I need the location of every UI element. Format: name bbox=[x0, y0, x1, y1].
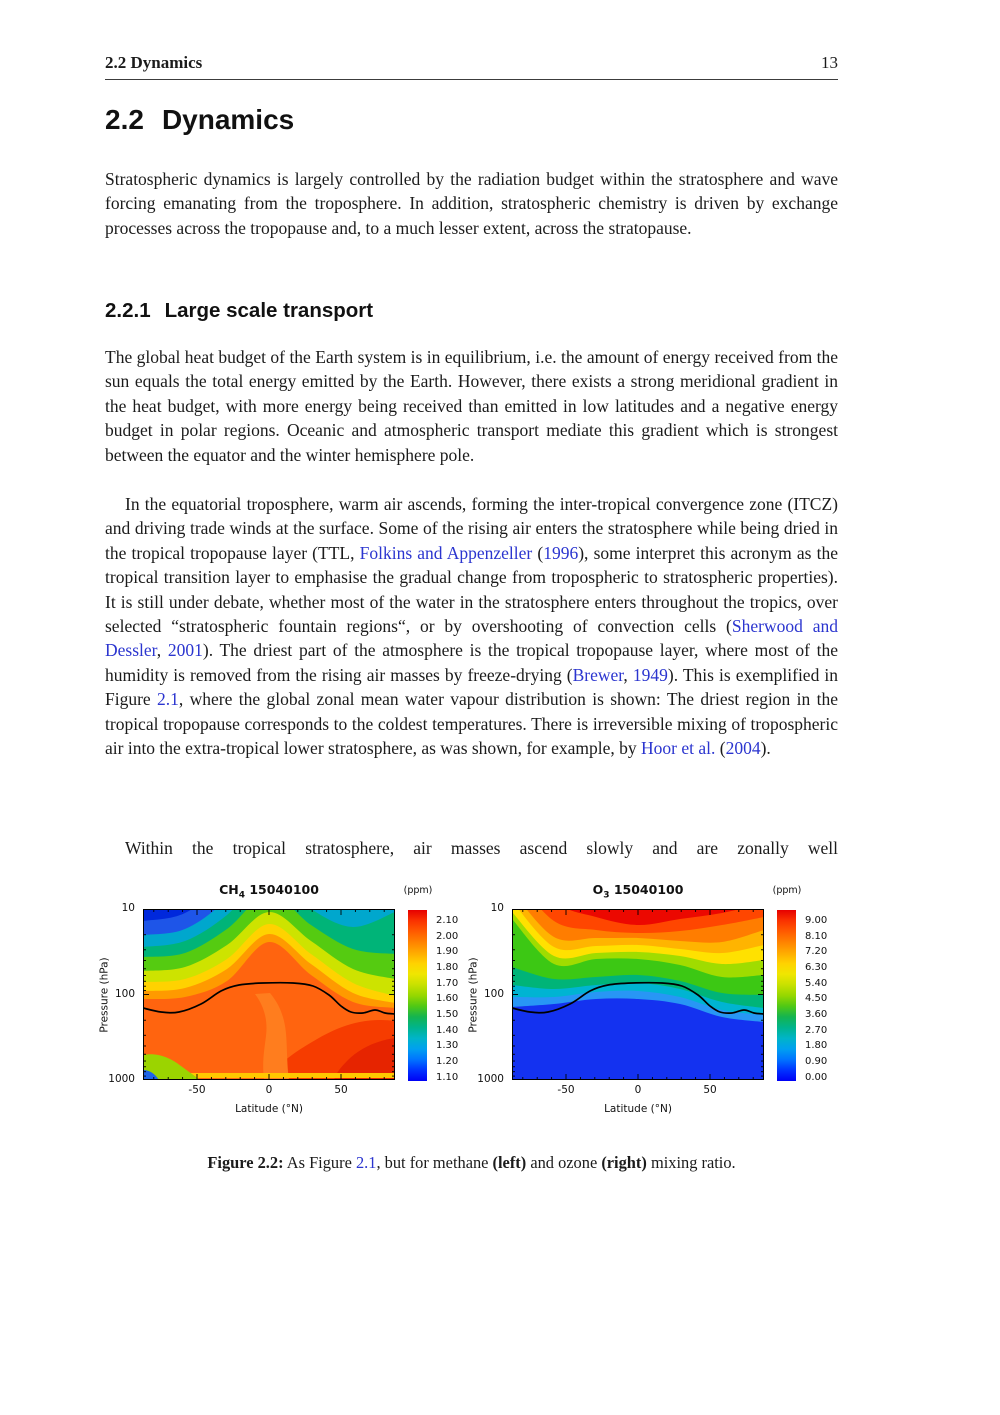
x-tick-label: 0 bbox=[265, 1084, 273, 1096]
y-tick-label: 1000 bbox=[108, 1073, 135, 1085]
section-number: 2.2 bbox=[105, 104, 144, 135]
colorbar-unit: (ppm) bbox=[772, 885, 802, 896]
colorbar-tick-label: 1.70 bbox=[436, 977, 459, 989]
colorbar-tick-label: 1.80 bbox=[805, 1040, 828, 1052]
colorbar-tick-label: 1.60 bbox=[436, 993, 459, 1005]
colorbar-tick-label: 8.10 bbox=[805, 930, 828, 942]
text-run: ). The driest part of the atmosphere is the tropical tropopause layer, where most of the humidity is removed from the rising air masses by freeze-drying ( bbox=[105, 640, 839, 685]
citation-link[interactable]: 2.1 bbox=[157, 689, 179, 710]
contour-field bbox=[143, 909, 395, 1080]
running-header bbox=[105, 53, 838, 73]
section-title: Dynamics bbox=[161, 104, 295, 135]
colorbar bbox=[777, 910, 796, 1081]
figure-caption bbox=[105, 1152, 838, 1174]
subsection-title: Large scale transport bbox=[164, 299, 374, 322]
paragraph-tropical-ascent: Within the tropical stratosphere, air masses ascend slowly and are zonally well bbox=[125, 838, 838, 858]
colorbar-tick-label: 4.50 bbox=[805, 993, 828, 1005]
citation-link[interactable]: 2004 bbox=[725, 738, 761, 759]
text-run: , bbox=[623, 664, 633, 685]
text-run: and ozone bbox=[526, 1153, 602, 1172]
x-tick-label: -50 bbox=[557, 1084, 575, 1096]
text-run: ( bbox=[715, 738, 726, 759]
colorbar-tick-label: 1.30 bbox=[436, 1040, 459, 1052]
colorbar-tick-label: 1.40 bbox=[436, 1024, 459, 1036]
x-tick-label: -50 bbox=[188, 1084, 206, 1096]
text-run: ), some interpret this acronym as the tropical transition layer to emphasise the gradual change from tropospheric to stratospheric properties). It is still under debate, whether most of the water in the stratosphere enters throughout the tropics, over selected “stratospheric fountain regions“, or by overshooting of convection cells ( bbox=[105, 542, 839, 637]
y-axis-label: Pressure (hPa) bbox=[99, 956, 112, 1033]
colorbar-tick-label: 6.30 bbox=[805, 962, 828, 974]
text-run: ( bbox=[532, 542, 544, 563]
text-run: mixing ratio. bbox=[646, 1153, 736, 1172]
y-tick-label: 10 bbox=[121, 902, 135, 914]
paragraph-heat-budget: The global heat budget of the Earth system is in equilibrium, i.e. the amount of energy received from the sun equals the total energy emitted by the Earth. However, there exists a strong meridional gradient in the heat budget, with more energy being received than emitted in low latitudes and a negative energy budget in polar regions. Oceanic and atmospheric transport mediate this gradient which is strongest between the equator and the winter hemisphere pole. bbox=[105, 347, 838, 465]
citation-link[interactable]: Brewer bbox=[572, 664, 624, 685]
paragraph-intro: Stratospheric dynamics is largely controlled by the radiation budget within the stratosphere and wave forcing emanating from the troposphere. In addition, stratospheric chemistry is driven by exchange processes across the tropopause and, to a much lesser extent, across the stratopause. bbox=[105, 169, 838, 238]
colorbar-tick-label: 3.60 bbox=[805, 1009, 828, 1020]
text-run: As Figure bbox=[283, 1153, 356, 1172]
text-run: , bbox=[156, 640, 168, 661]
colorbar-tick-label: 5.40 bbox=[805, 977, 828, 989]
text-run: ). This is exemplified in Figure bbox=[105, 664, 838, 710]
y-axis-label: Pressure (hPa) bbox=[468, 956, 481, 1033]
colorbar-tick-label: 9.00 bbox=[805, 915, 828, 927]
colorbar-tick-label: 1.50 bbox=[436, 1009, 459, 1020]
header-rule bbox=[105, 79, 838, 80]
chart-o3-contour bbox=[459, 880, 839, 1130]
colorbar-tick-label: 1.10 bbox=[436, 1071, 459, 1083]
colorbar-tick-label: 7.20 bbox=[805, 946, 828, 958]
colorbar-tick-label: 2.00 bbox=[436, 930, 459, 942]
x-axis-label: Latitude (°N) bbox=[604, 1103, 672, 1115]
text-run: ). bbox=[760, 738, 771, 759]
colorbar-tick-label: 1.80 bbox=[436, 962, 459, 974]
citation-link[interactable]: Folkins and Appenzeller bbox=[359, 542, 533, 563]
colorbar-tick-label: 0.00 bbox=[805, 1071, 828, 1083]
y-tick-label: 100 bbox=[114, 987, 135, 1000]
colorbar-tick-label: 1.20 bbox=[436, 1055, 459, 1067]
citation-link[interactable]: 1949 bbox=[632, 664, 668, 685]
citation-link[interactable]: 2001 bbox=[167, 640, 203, 661]
text-run: , but for methane bbox=[376, 1153, 493, 1172]
x-axis-label: Latitude (°N) bbox=[235, 1103, 303, 1115]
colorbar-tick-label: 2.70 bbox=[805, 1024, 828, 1036]
colorbar bbox=[408, 910, 427, 1081]
x-tick-label: 50 bbox=[334, 1084, 348, 1096]
paragraph-ttl bbox=[105, 492, 838, 760]
bold-text: Figure 2.2: bbox=[207, 1153, 284, 1172]
colorbar-tick-label: 1.90 bbox=[436, 946, 459, 958]
colorbar-tick-label: 2.10 bbox=[436, 915, 459, 927]
citation-link[interactable]: Sherwood and Dessler bbox=[105, 616, 838, 661]
colorbar-unit: (ppm) bbox=[403, 885, 433, 896]
x-tick-label: 0 bbox=[634, 1084, 642, 1096]
citation-link[interactable]: Hoor et al. bbox=[641, 738, 716, 759]
page-number: 13 bbox=[821, 53, 838, 72]
plot-title: $CH_4$ 15040100 bbox=[219, 882, 319, 901]
chart-ch4-contour bbox=[90, 880, 470, 1130]
y-tick-label: 10 bbox=[490, 902, 504, 914]
bold-text: (right) bbox=[601, 1153, 647, 1172]
text-run: , where the global zonal mean water vapour distribution is shown: The driest region in the tropical tropopause corresponds to the coldest temperatures. There is irreversible mixing of tropospheric air into the extra-tropical lower stratosphere, as was shown, for example, by bbox=[105, 689, 838, 759]
y-tick-label: 1000 bbox=[477, 1073, 504, 1085]
contour-field bbox=[512, 909, 764, 1080]
text-run: In the equatorial troposphere, warm air ascends, forming the inter-tropical convergence zone (ITCZ) and driving trade winds at the surface. Some of the rising air enters the stratosphere while being dried in the tropical tropopause layer (TTL, bbox=[105, 494, 838, 563]
citation-link[interactable]: 2.1 bbox=[355, 1153, 377, 1172]
x-tick-label: 50 bbox=[703, 1084, 717, 1096]
running-header-section: 2.2 Dynamics bbox=[105, 53, 203, 72]
section-heading bbox=[105, 104, 294, 136]
bold-text: (left) bbox=[492, 1153, 527, 1172]
plot-title: $O_3$ 15040100 bbox=[592, 882, 684, 901]
citation-link[interactable]: 1996 bbox=[543, 542, 579, 563]
subsection-number: 2.2.1 bbox=[105, 299, 151, 322]
subsection-heading bbox=[105, 299, 373, 323]
y-tick-label: 100 bbox=[483, 987, 504, 1000]
colorbar-tick-label: 0.90 bbox=[805, 1055, 828, 1067]
